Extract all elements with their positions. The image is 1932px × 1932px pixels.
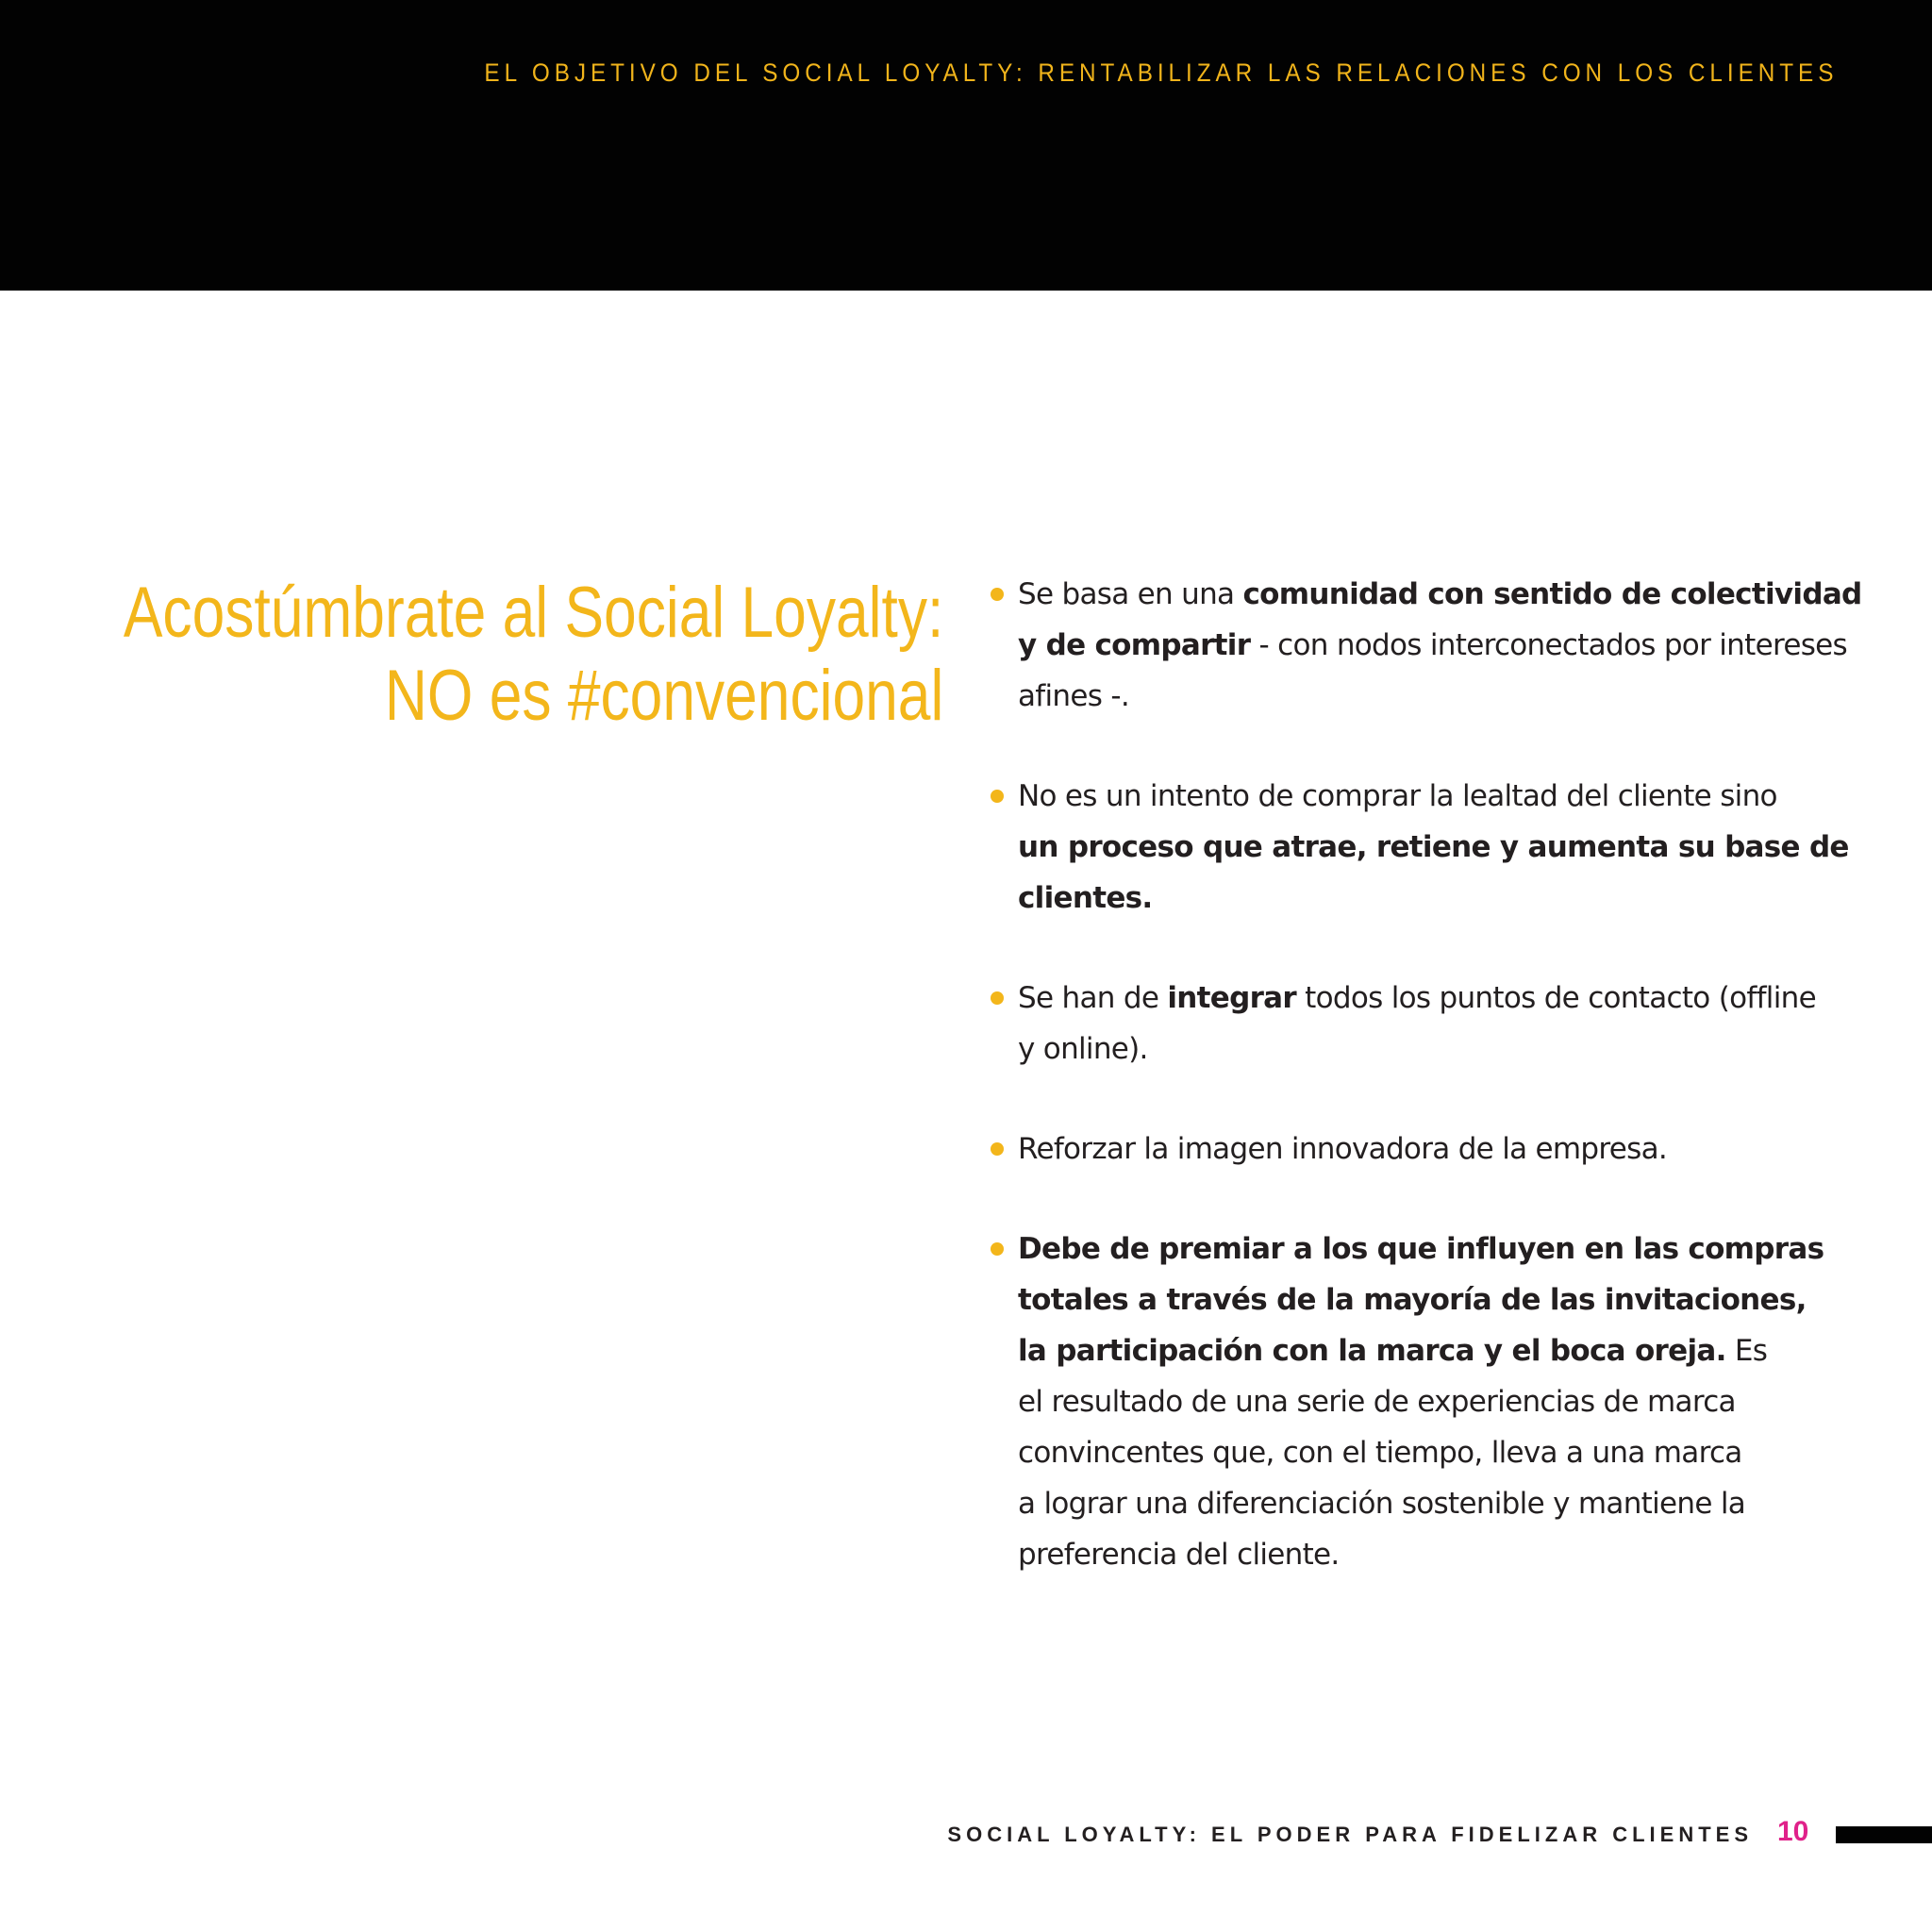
bullet-dot-icon: [991, 790, 1004, 803]
footer-bar: [1836, 1826, 1932, 1843]
bullet-bold-text: y de compartir: [1018, 628, 1251, 662]
bullet-text: a lograr una diferenciación sostenible y mantiene la: [1018, 1487, 1746, 1521]
bullet-item: [989, 1224, 1857, 1580]
bullet-text: todos los puntos de contacto (offline: [1295, 981, 1816, 1015]
bullet-text: Se han de: [1018, 981, 1168, 1015]
bullet-line: [1018, 1325, 1857, 1376]
bullet-item: [989, 569, 1862, 722]
bullet-text: Se basa en una: [1018, 577, 1243, 611]
bullet-item: [989, 973, 1857, 1074]
bullet-text: preferencia del cliente.: [1018, 1538, 1340, 1572]
bullet-item: [989, 1124, 1857, 1174]
bullet-text: convincentes que, con el tiempo, lleva a una marca: [1018, 1436, 1742, 1470]
bullet-line: [1018, 1376, 1857, 1427]
bullet-text: No es un intento de comprar la lealtad del cliente sino: [1018, 779, 1777, 813]
bullet-text: y online).: [1018, 1032, 1148, 1066]
bullet-text: el resultado de una serie de experiencias de marca: [1018, 1385, 1736, 1419]
bullet-bold-text: clientes.: [1018, 881, 1153, 915]
bullet-bold-text: Debe de premiar a los que influyen en las compras: [1018, 1232, 1824, 1266]
header-band: [0, 0, 1932, 291]
bullet-line: [1018, 973, 1857, 1024]
bullet-bold-text: totales a través de la mayoría de las invitaciones,: [1018, 1283, 1807, 1317]
page-number: 10: [1777, 1816, 1809, 1847]
bullet-text: Es: [1725, 1334, 1768, 1368]
bullet-line: [1018, 1024, 1857, 1074]
bullet-line: [1018, 873, 1857, 924]
bullet-line: [1018, 1427, 1857, 1478]
bullet-line: [1018, 620, 1857, 671]
bullet-line: [1018, 1274, 1857, 1325]
bullet-list: [989, 569, 1862, 1629]
bullet-line: [1018, 1529, 1857, 1580]
bullet-line: [1018, 671, 1857, 722]
bullet-line: [1018, 1224, 1857, 1274]
bullet-dot-icon: [991, 1142, 1004, 1156]
footer-running-title: SOCIAL LOYALTY: EL PODER PARA FIDELIZAR CLIENTES: [947, 1823, 1753, 1846]
bullet-bold-text: comunidad con sentido de colectividad: [1242, 577, 1862, 611]
section-heading: [124, 572, 943, 738]
bullet-bold-text: la participación con la marca y el boca oreja.: [1018, 1334, 1726, 1368]
bullet-text: afines -.: [1018, 679, 1129, 713]
bullet-line: [1018, 569, 1862, 620]
bullet-dot-icon: [991, 588, 1004, 601]
section-heading-line-2: NO es #convencional: [384, 656, 943, 736]
bullet-text: Reforzar la imagen innovadora de la empresa.: [1018, 1132, 1668, 1166]
bullet-line: [1018, 1478, 1857, 1529]
bullet-item: [989, 771, 1857, 924]
section-heading-line-1: Acostúmbrate al Social Loyalty:: [123, 573, 943, 653]
bullet-dot-icon: [991, 991, 1004, 1005]
bullet-line: [1018, 771, 1857, 822]
bullet-line: [1018, 822, 1857, 873]
bullet-bold-text: un proceso que atrae, retiene y aumenta su base de: [1018, 830, 1849, 864]
bullet-dot-icon: [991, 1242, 1004, 1256]
bullet-text: - con nodos interconectados por intereses: [1250, 628, 1847, 662]
bullet-line: [1018, 1124, 1857, 1174]
bullet-bold-text: integrar: [1167, 981, 1296, 1015]
running-head-title: EL OBJETIVO DEL SOCIAL LOYALTY: RENTABILIZAR LAS RELACIONES CON LOS CLIENTES: [484, 58, 1838, 87]
